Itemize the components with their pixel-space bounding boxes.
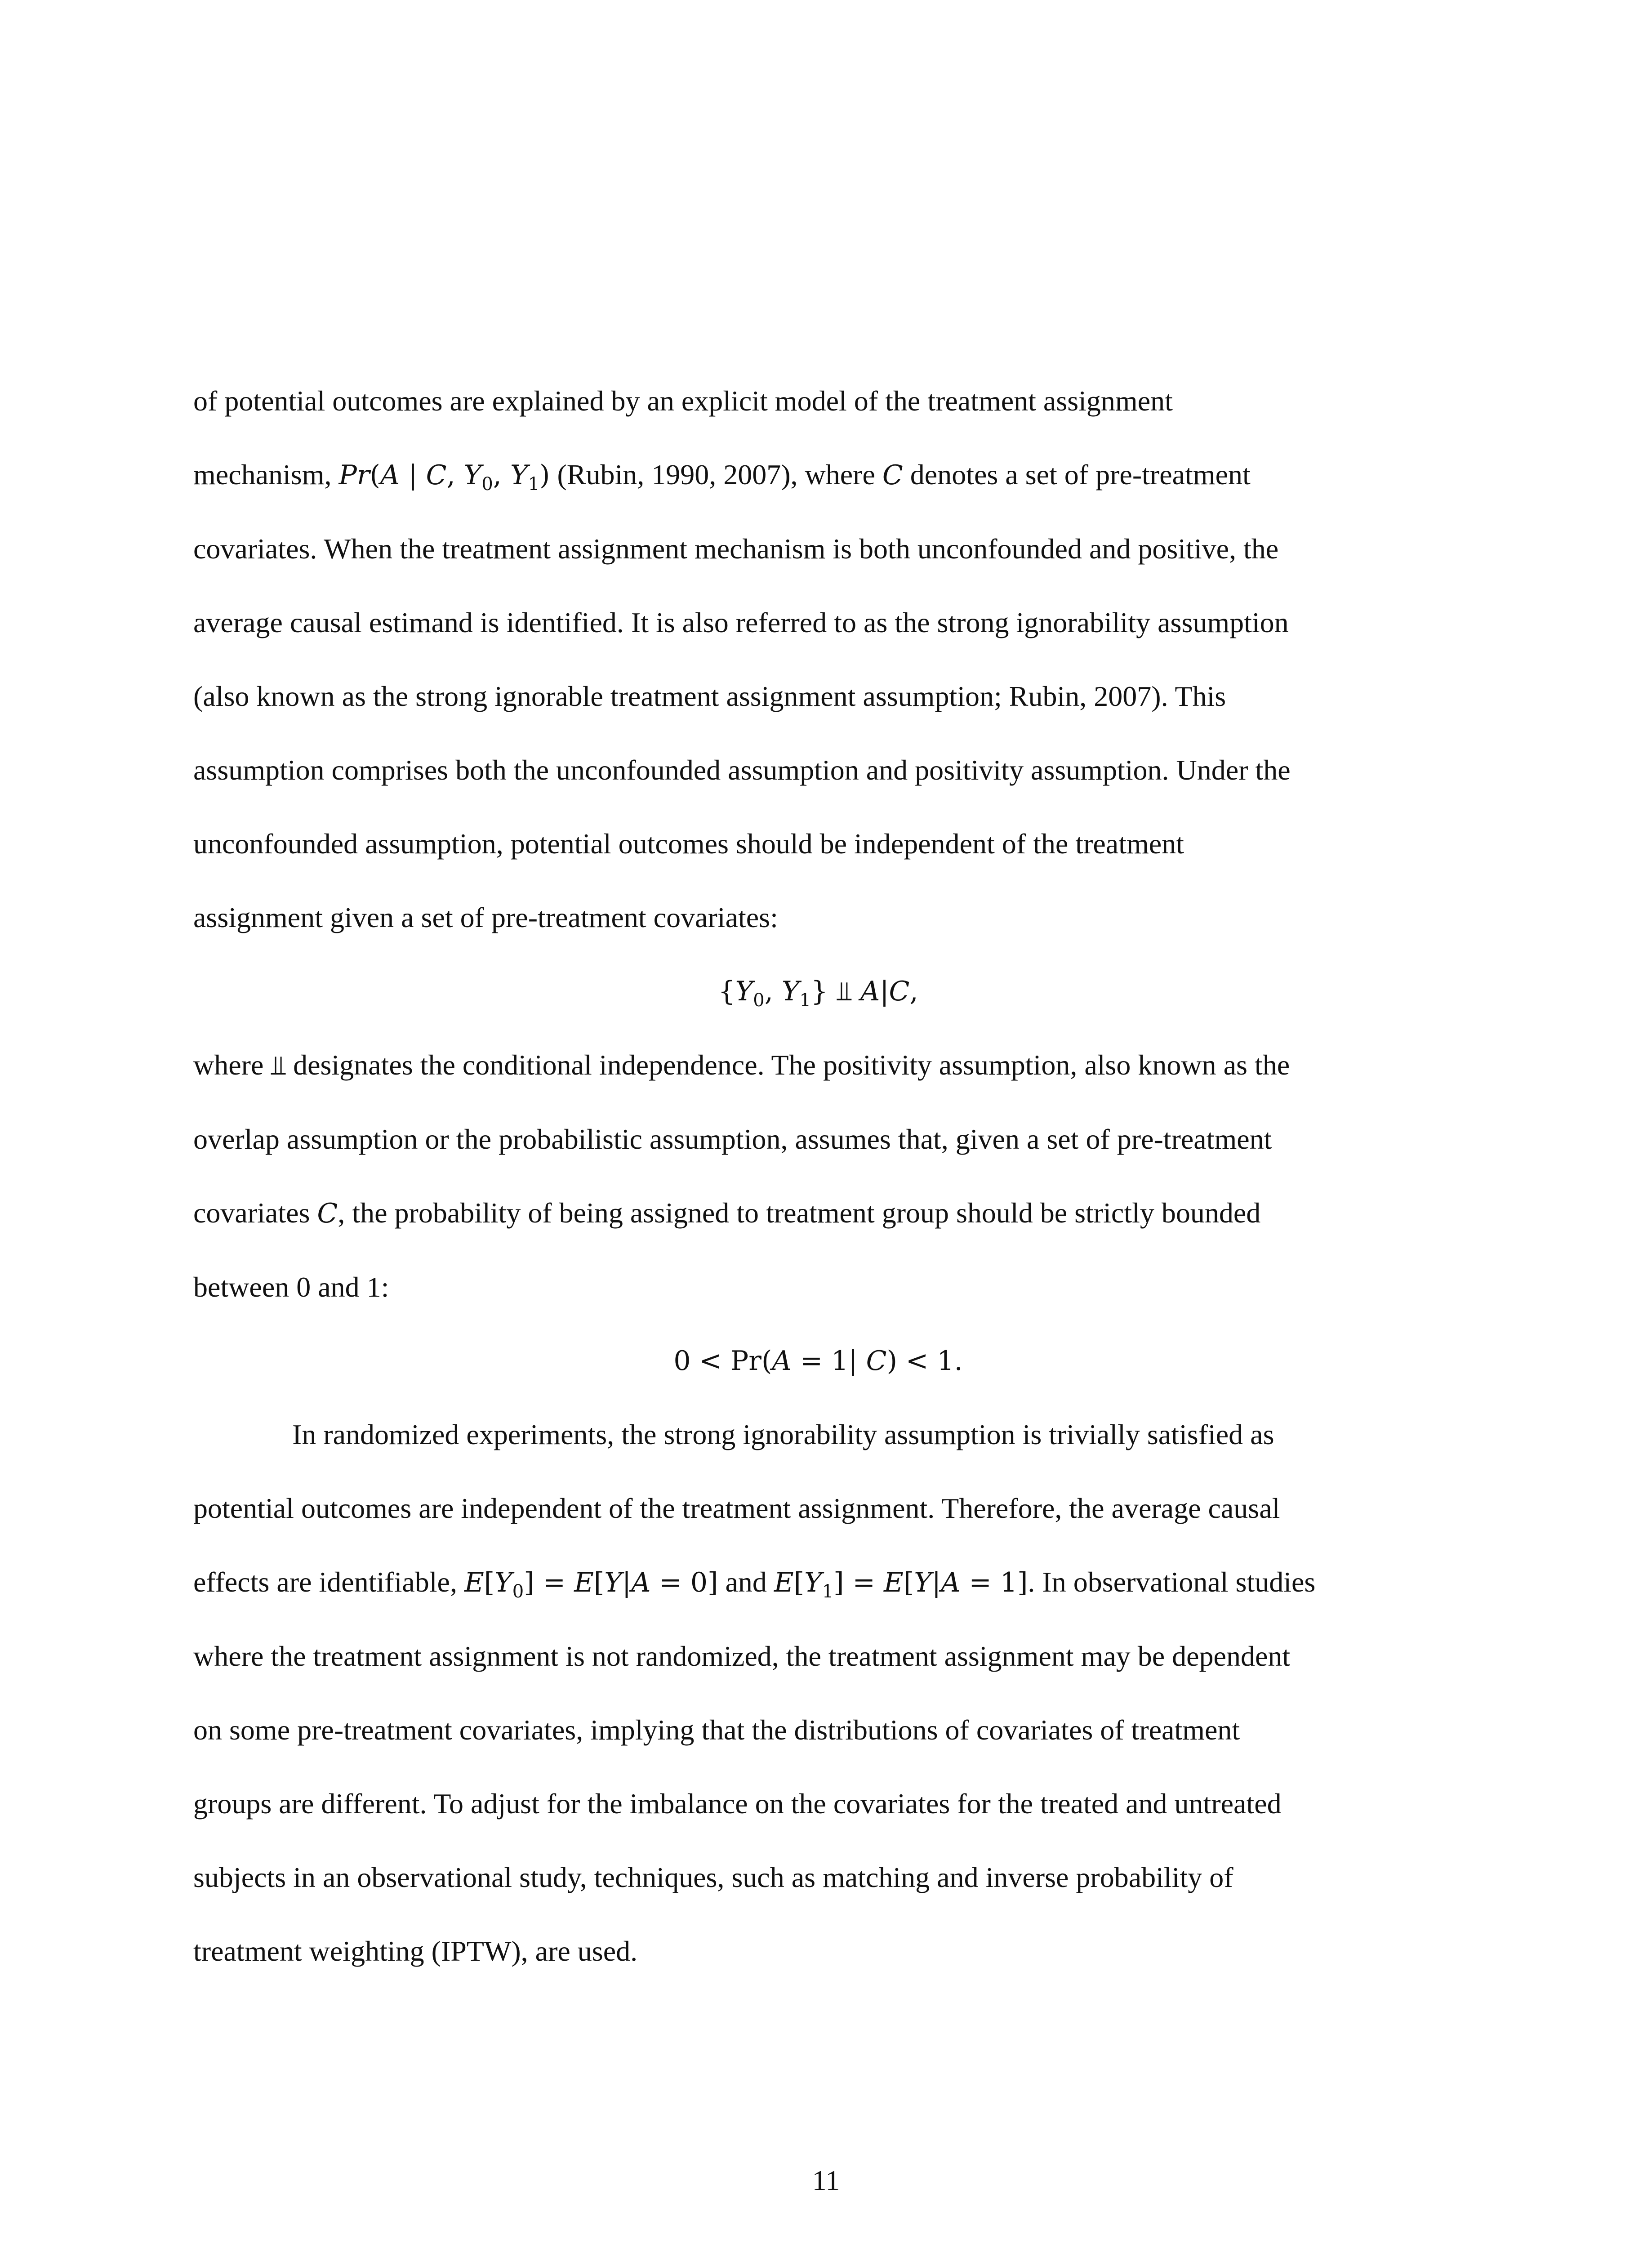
equation-positivity: 0 < Pr(A = 1| C) < 1. xyxy=(673,1345,963,1377)
text-segment: where xyxy=(193,1049,271,1081)
text-segment: , the probability of being assigned to treatment group should be strictly bounded xyxy=(338,1197,1261,1229)
text-segment: . In observational studies xyxy=(1028,1566,1316,1598)
text-line: average causal estimand is identified. It is also referred to as the strong ignorability assumption xyxy=(193,607,1289,638)
text-line: unconfounded assumption, potential outcomes should be independent of the treatment xyxy=(193,828,1184,860)
text-line: of potential outcomes are explained by an explicit model of the treatment assignment xyxy=(193,385,1173,417)
text-segment: mechanism, xyxy=(193,459,339,491)
text-line: assumption comprises both the unconfounded assumption and positivity assumption. Under the xyxy=(193,754,1291,786)
text-line xyxy=(193,1028,1443,1102)
text-segment: (Rubin, 1990, 2007), where xyxy=(550,459,882,491)
expectation-y0: $E[Y_0] = E[Y|A = 0]$ xyxy=(464,1567,718,1602)
independence-symbol: ⫫ xyxy=(271,1050,286,1081)
page-number: 11 xyxy=(812,2164,840,2196)
text-line: on some pre-treatment covariates, implying that the distributions of covariates of treatment xyxy=(193,1714,1240,1746)
text-line xyxy=(193,1176,1443,1250)
text-line: where the treatment assignment is not randomized, the treatment assignment may be dependent xyxy=(193,1640,1291,1672)
text-line xyxy=(193,1545,1443,1619)
text-line: overlap assumption or the probabilistic assumption, assumes that, given a set of pre-treatment xyxy=(193,1123,1272,1155)
text-segment: covariates xyxy=(193,1197,317,1229)
text-line: In randomized experiments, the strong ignorability assumption is trivially satisfied as xyxy=(292,1418,1274,1450)
text-line: treatment weighting (IPTW), are used. xyxy=(193,1935,638,1967)
text-segment: denotes a set of pre-treatment xyxy=(903,459,1251,491)
text-line: (also known as the strong ignorable treatment assignment assumption; Rubin, 2007). This xyxy=(193,680,1226,712)
pr-expression: Pr(A | C, $Y_0$, $Y_1$) xyxy=(338,459,550,495)
equation-independence: {$Y_0$, $Y_1$} ⫫ A|C, xyxy=(718,976,918,1011)
text-line: between 0 and 1: xyxy=(193,1271,389,1303)
text-line: potential outcomes are independent of the treatment assignment. Therefore, the average causal xyxy=(193,1492,1280,1524)
math-c: C xyxy=(317,1198,338,1229)
text-segment: and xyxy=(718,1566,774,1598)
text-segment: designates the conditional independence. The positivity assumption, also known as the xyxy=(286,1049,1290,1081)
text-segment: effects are identifiable, xyxy=(193,1566,464,1598)
text-line: subjects in an observational study, techniques, such as matching and inverse probability of xyxy=(193,1861,1233,1893)
expectation-y1: $E[Y_1] = E[Y|A = 1]$ xyxy=(774,1567,1028,1602)
text-line: covariates. When the treatment assignment mechanism is both unconfounded and positive, the xyxy=(193,533,1279,565)
body-text xyxy=(193,364,1443,1988)
text-line: assignment given a set of pre-treatment covariates: xyxy=(193,901,778,933)
math-c: C xyxy=(882,459,903,491)
text-line xyxy=(193,438,1443,512)
text-line: groups are different. To adjust for the imbalance on the covariates for the treated and untreated xyxy=(193,1788,1282,1820)
